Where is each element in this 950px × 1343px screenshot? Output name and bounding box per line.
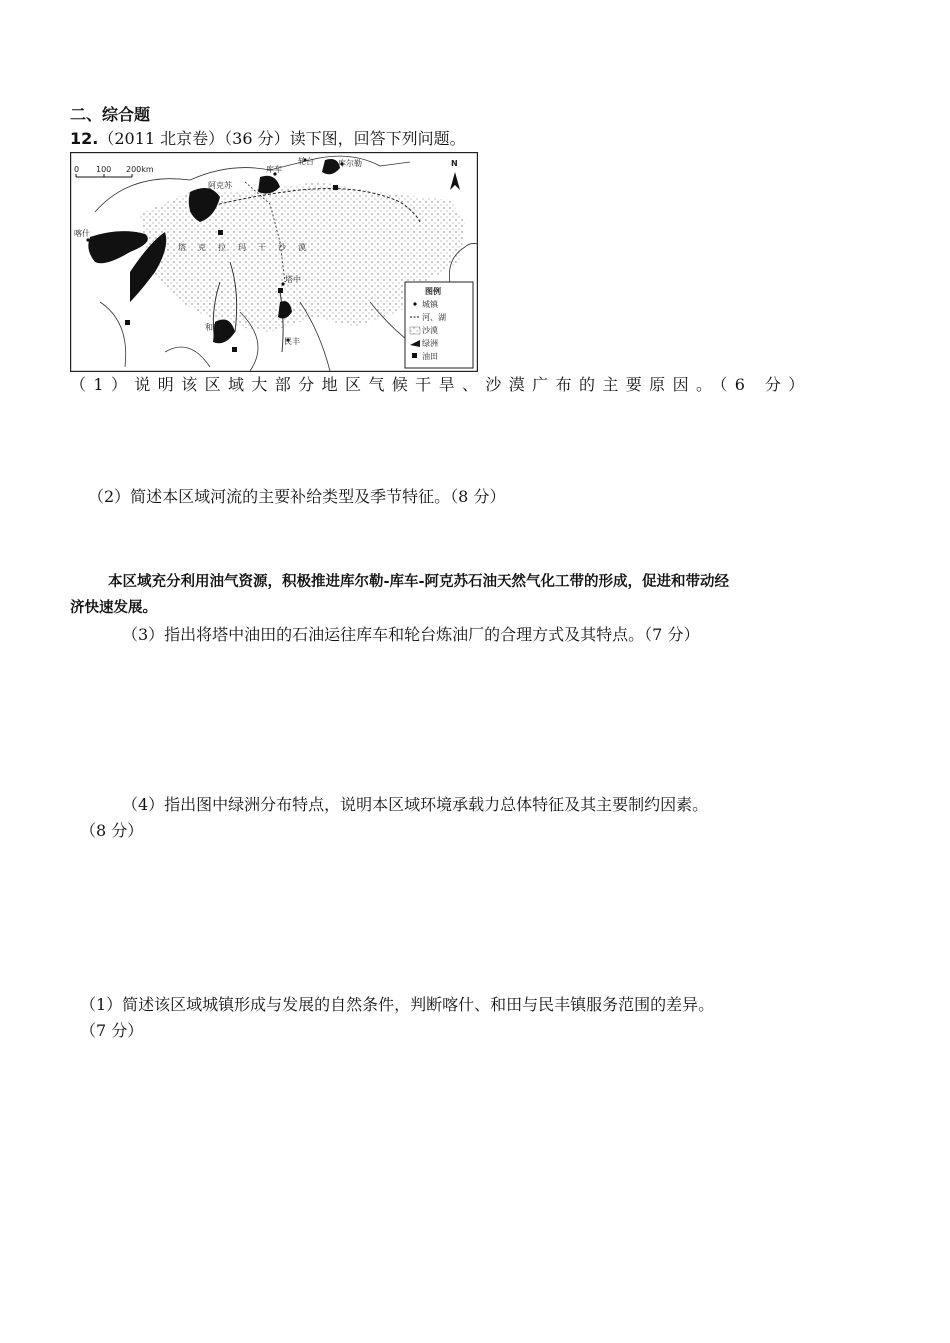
legend-desert: 沙漠 — [422, 326, 438, 335]
legend-town: 城镇 — [422, 300, 438, 309]
question-5-line-2: （7 分） — [80, 1021, 144, 1040]
desert-label: 塔克拉玛干沙漠 — [178, 243, 318, 252]
legend-oasis: 绿洲 — [422, 339, 438, 348]
legend-town-icon — [413, 302, 416, 305]
section-title: 二、综合题 — [70, 105, 151, 124]
scale-mid: 100 — [96, 165, 112, 174]
question-2: （2）简述本区域河流的主要补给类型及季节特征。（8 分） — [88, 487, 506, 506]
place-kashgar: 喀什 — [74, 229, 90, 238]
place-kuqa: 库车 — [266, 165, 282, 174]
oilfield-1 — [333, 185, 338, 190]
oilfield-2 — [218, 230, 223, 235]
svg-text:N: N — [451, 159, 458, 168]
question-number: 12. — [70, 129, 99, 148]
place-luntai: 轮台 — [298, 157, 314, 166]
context-line-1: 本区域充分利用油气资源，积极推进库尔勒-库车-阿克苏石油天然气化工带的形成，促进和带动经 — [108, 574, 730, 590]
place-aksu: 阿克苏 — [208, 181, 232, 190]
map-legend — [405, 282, 473, 368]
place-hotan: 和田 — [205, 323, 221, 332]
legend-title: 图例 — [425, 287, 441, 296]
oilfield-tazhong — [278, 288, 283, 293]
oilfield-4 — [232, 347, 237, 352]
place-tazhong: 塔中 — [285, 275, 301, 284]
legend-desert-icon — [410, 327, 420, 334]
context-line-2: 济快速发展。 — [70, 600, 157, 616]
scale-zero: 0 — [74, 165, 80, 174]
question-4-line-1: （4）指出图中绿洲分布特点，说明本区域环境承载力总体特征及其主要制约因素。 — [122, 795, 709, 814]
place-korla: 库尔勒 — [338, 159, 362, 168]
question-5-line-1: （1）简述该区域城镇形成与发展的自然条件，判断喀什、和田与民丰镇服务范围的差异。 — [80, 995, 715, 1014]
question-3: （3）指出将塔中油田的石油运往库车和轮台炼油厂的合理方式及其特点。（7 分） — [122, 625, 700, 644]
place-minfeng: 民丰 — [284, 337, 300, 346]
question-4-line-2: （8 分） — [80, 821, 144, 840]
question-source: （2011 北京卷）（36 分）读下图，回答下列问题。 — [98, 129, 466, 148]
legend-oilfield: 油田 — [422, 352, 438, 361]
legend-oilfield-icon — [412, 353, 417, 358]
tarim-basin-map — [70, 152, 478, 372]
question-12-header — [70, 128, 466, 150]
question-1: （1）说明该区域大部分地区气候干旱、沙漠广布的主要原因。（6 分） — [70, 375, 812, 394]
oilfield-3 — [125, 320, 130, 325]
scale-end: 200km — [126, 165, 154, 174]
legend-river: 河、湖 — [422, 313, 446, 322]
